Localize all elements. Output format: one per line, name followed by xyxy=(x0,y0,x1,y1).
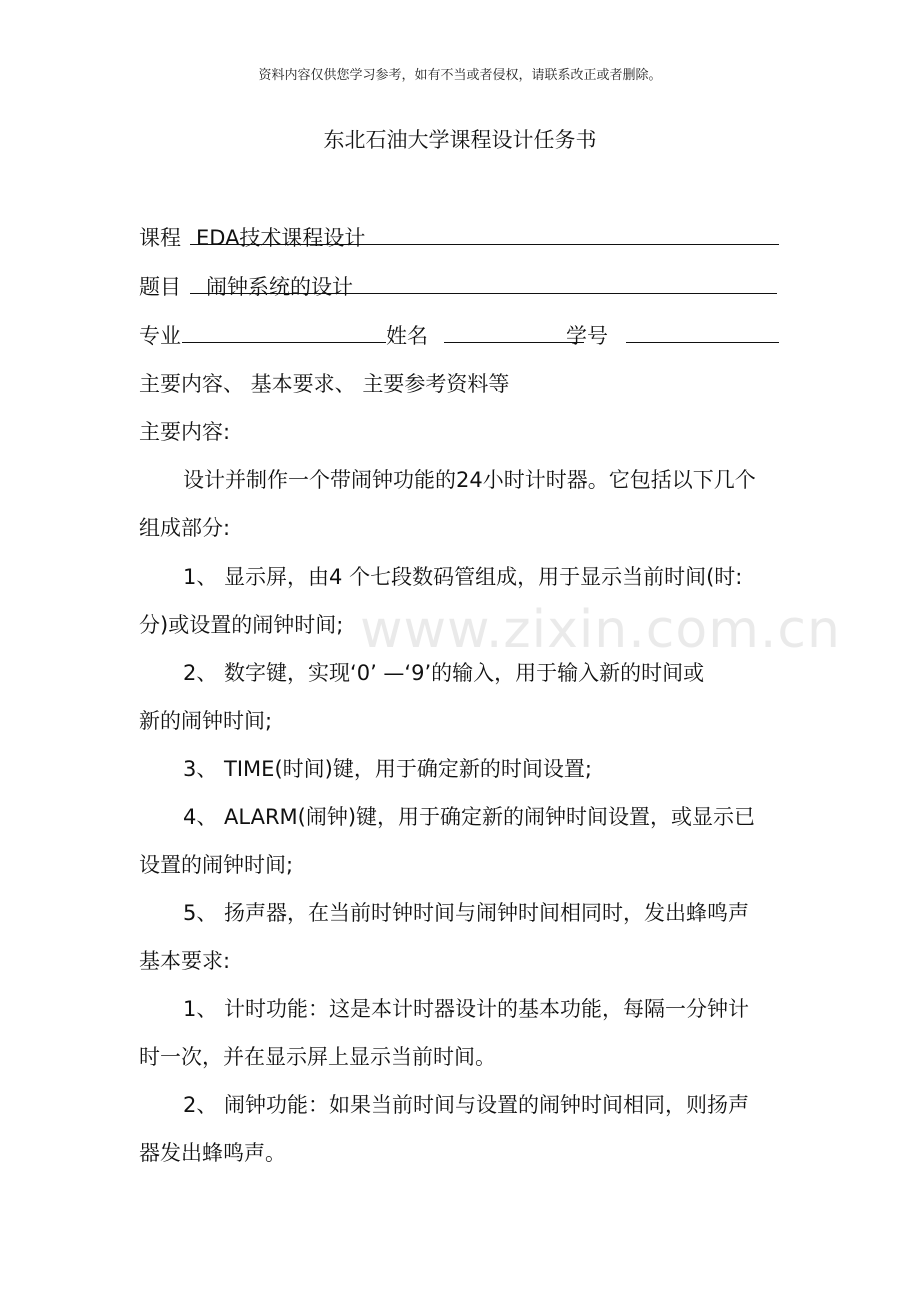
requirement-timing: 1、 计时功能：这是本计时器设计的基本功能，每隔一分钟计 xyxy=(183,997,750,1021)
list-item-alarm-key: 4、 ALARM(闹钟)键，用于确定新的闹钟时间设置，或显示已 xyxy=(183,805,756,829)
topic-value: 闹钟系统的设计 xyxy=(206,275,353,299)
paragraph-line: 设计并制作一个带闹钟功能的24小时计时器。它包括以下几个 xyxy=(183,468,756,492)
name-label: 姓名 xyxy=(386,324,428,348)
list-item-digit-keys: 2、 数字键，实现‘0’ —‘9’的输入，用于输入新的时间或 xyxy=(183,661,705,685)
paragraph-line: 组成部分: xyxy=(139,516,231,540)
list-item-time-key: 3、 TIME(时间)键，用于确定新的时间设置; xyxy=(183,757,592,781)
student-id-underline xyxy=(626,342,779,343)
course-value: EDA技术课程设计 xyxy=(196,226,366,250)
major-underline xyxy=(182,342,386,343)
requirement-alarm: 2、 闹钟功能：如果当前时间与设置的闹钟时间相同，则扬声 xyxy=(183,1093,750,1117)
list-item-display-cont: 分)或设置的闹钟时间; xyxy=(139,613,344,637)
requirement-timing-cont: 时一次，并在显示屏上显示当前时间。 xyxy=(139,1045,496,1069)
requirement-alarm-cont: 器发出蜂鸣声。 xyxy=(139,1141,286,1165)
name-underline xyxy=(444,342,584,343)
major-label: 专业 xyxy=(139,324,181,348)
page-title: 东北石油大学课程设计任务书 xyxy=(323,128,597,152)
basic-requirements-heading: 基本要求: xyxy=(139,949,231,973)
list-item-alarm-key-cont: 设置的闹钟时间; xyxy=(139,853,294,877)
copyright-notice: 资料内容仅供您学习参考，如有不当或者侵权，请联系改正或者删除。 xyxy=(258,68,662,83)
sections-heading: 主要内容、 基本要求、 主要参考资料等 xyxy=(139,372,510,396)
main-content-heading: 主要内容: xyxy=(139,420,231,444)
topic-label: 题目 xyxy=(139,275,181,299)
student-id-label: 学号 xyxy=(566,324,608,348)
watermark: www.zixin.com.cn xyxy=(360,600,841,660)
list-item-display: 1、 显示屏，由4 个七段数码管组成，用于显示当前时间(时: xyxy=(183,565,743,589)
list-item-digit-keys-cont: 新的闹钟时间; xyxy=(139,709,273,733)
course-label: 课程 xyxy=(139,226,181,250)
list-item-speaker: 5、 扬声器，在当前时钟时间与闹钟时间相同时，发出蜂鸣声 xyxy=(183,901,750,925)
